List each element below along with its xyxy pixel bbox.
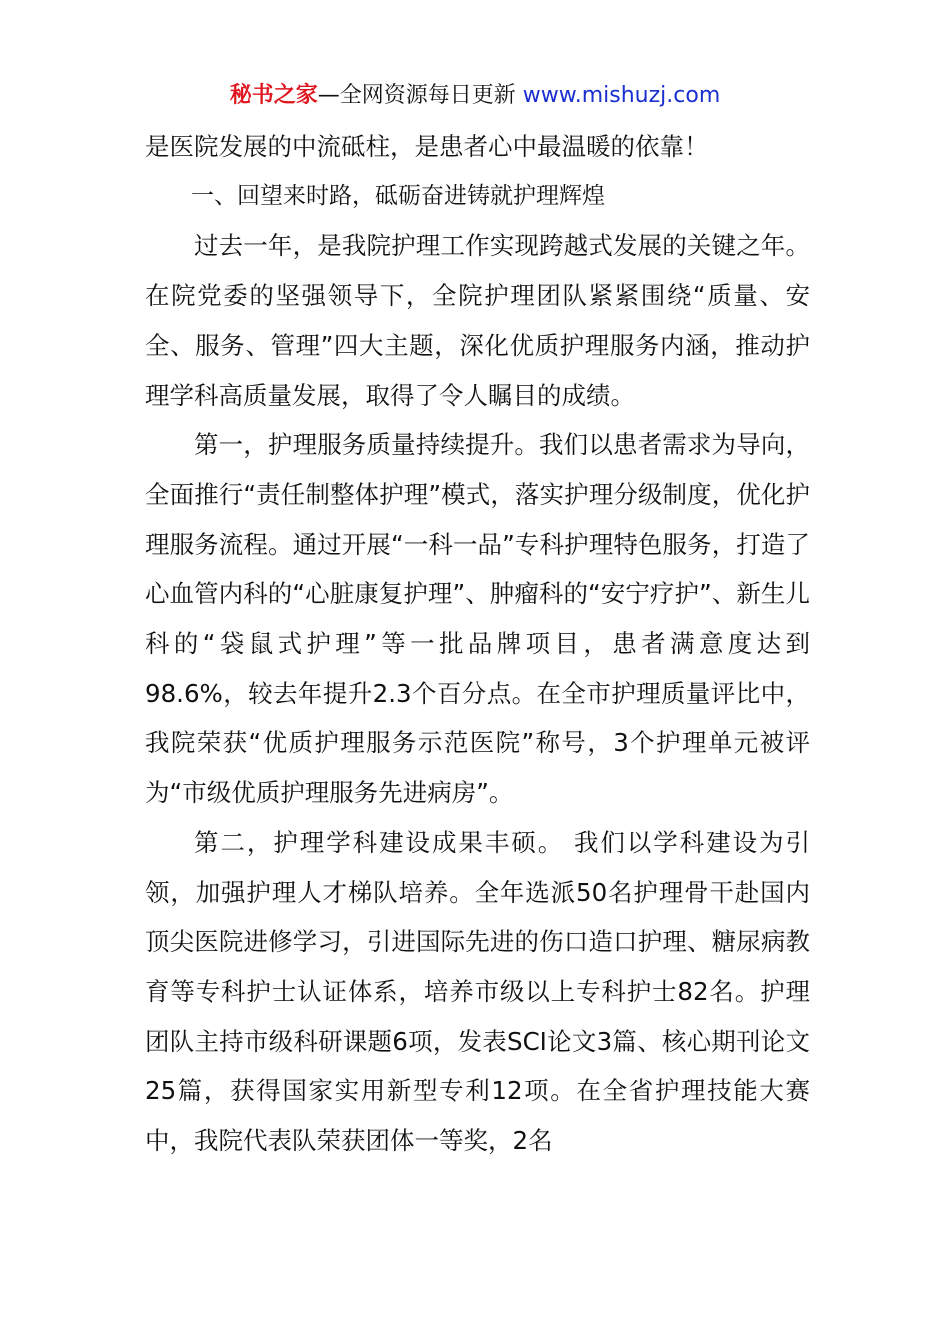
document-body [145,122,810,1166]
continuation-paragraph: 是医院发展的中流砥柱，是患者心中最温暖的依靠！ [145,132,709,161]
body-paragraph: 第一，护理服务质量持续提升。我们以患者需求为导向，全面推行“责任制整体护理”模式，落实护理分级制度，优化护理服务流程。通过开展“一科一品”专科护理特色服务，打造了心血管内科的“心脏康复护理”、肿瘤科的“安宁疗护”、新生儿科的“袋鼠式护理”等一批品牌项目，患者满意度达到98.6%，较去年提升2.3个百分点。在全市护理质量评比中，我院荣获“优质护理服务示范医院”称号，3个护理单元被评为“市级优质护理服务先进病房”。 [145,430,810,808]
header-tagline: —全网资源每日更新 [317,83,523,108]
section-heading: 一、回望来时路，砥砺奋进铸就护理辉煌 [191,182,605,209]
site-url[interactable]: www.mishuzj.com [522,83,721,108]
body-paragraph: 第二，护理学科建设成果丰硕。 我们以学科建设为引领，加强护理人才梯队培养。全年选派50名护理骨干赴国内顶尖医院进修学习，引进国际先进的伤口造口护理、糖尿病教育等专科护士认证体系，培养市级以上专科护士82名。护理团队主持市级科研课题6项，发表SCI论文3篇、核心期刊论文25篇，获得国家实用新型专利12项。在全省护理技能大赛中，我院代表队荣获团体一等奖，2名 [145,827,810,1156]
brand-name: 秘书之家 [229,83,318,108]
body-paragraph: 过去一年，是我院护理工作实现跨越式发展的关键之年。在院党委的坚强领导下，全院护理团队紧紧围绕“质量、安全、服务、管理”四大主题，深化优质护理服务内涵，推动护理学科高质量发展，取得了令人瞩目的成绩。 [145,231,810,410]
watermark-header [0,78,950,114]
